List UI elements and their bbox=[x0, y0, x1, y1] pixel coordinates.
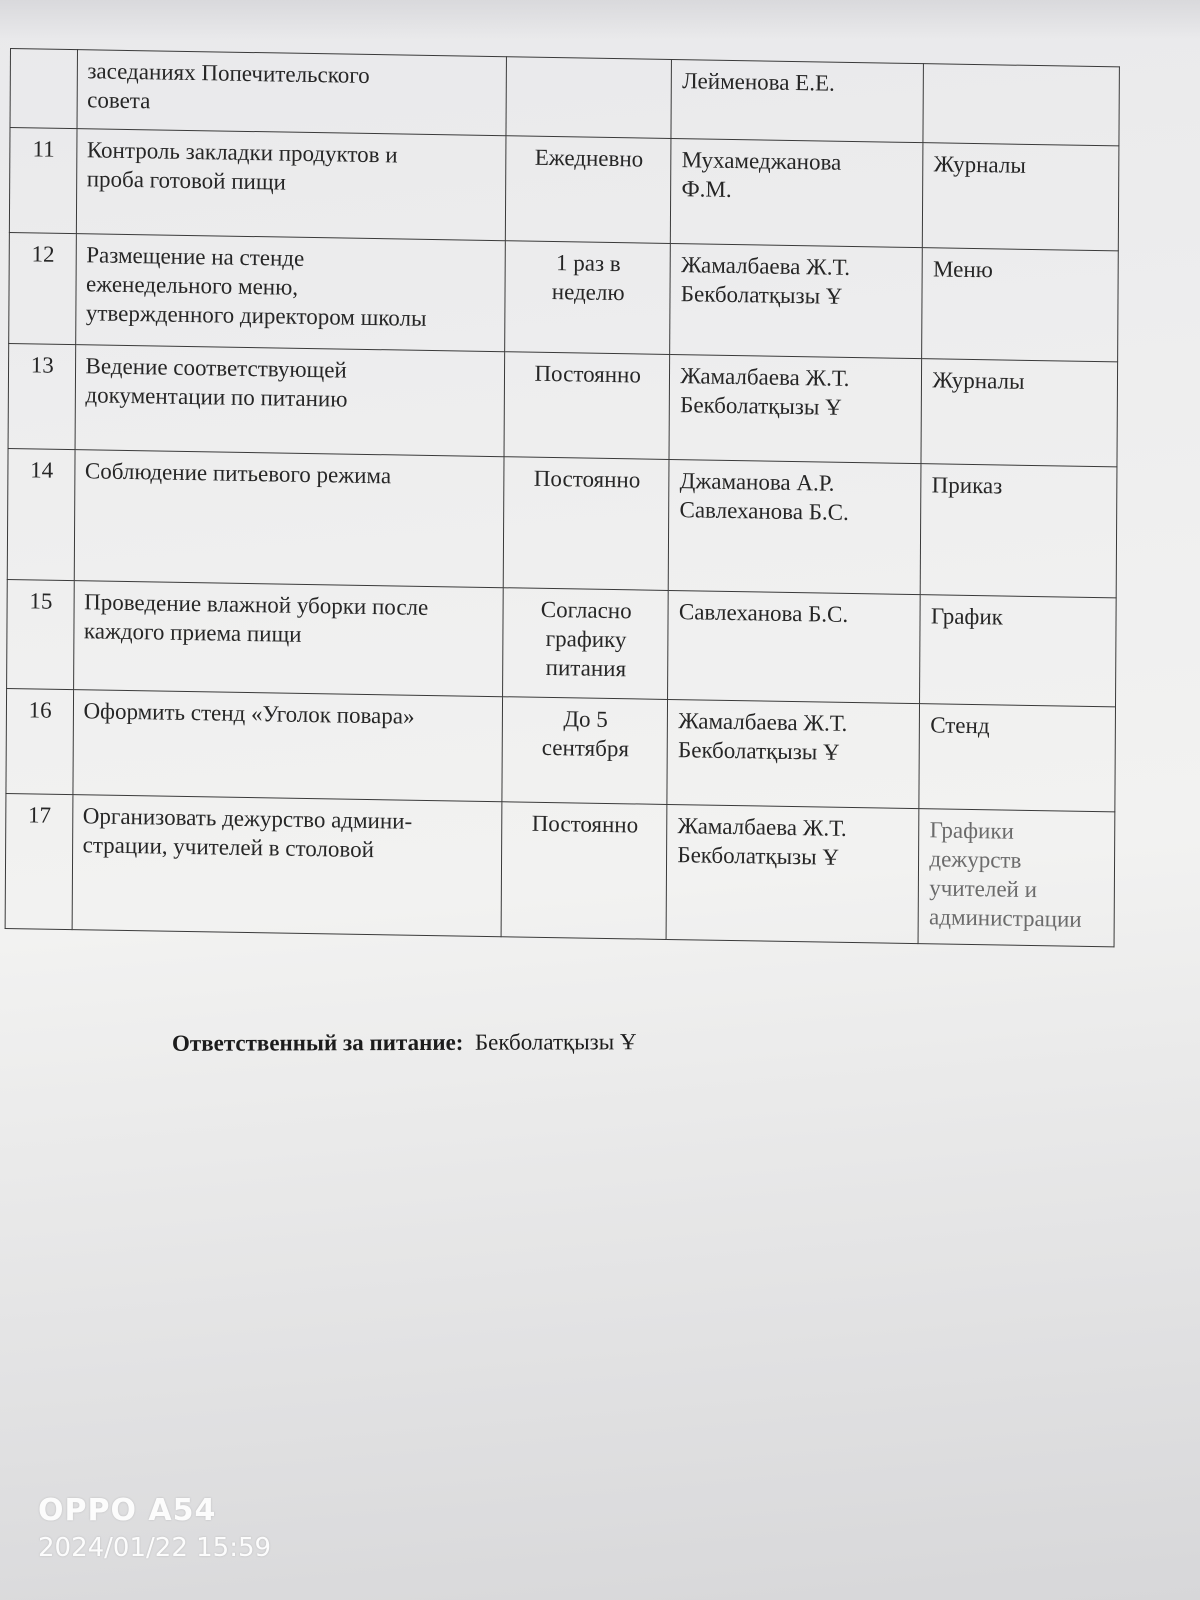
activity-cell bbox=[72, 690, 502, 802]
term-cell bbox=[506, 57, 672, 139]
activity-cell bbox=[75, 345, 505, 457]
responsible-cell-line: Бекболатқызы Ұ bbox=[680, 392, 842, 420]
activity-cell-line: Размещение на стенде bbox=[86, 242, 305, 271]
responsible-cell-line: Жамалбаева Ж.Т. bbox=[677, 813, 847, 841]
activity-cell-line: Проведение влажной уборки после bbox=[84, 589, 429, 620]
activity-cell bbox=[74, 450, 504, 588]
term-cell-line: неделю bbox=[551, 279, 625, 306]
responsible-cell bbox=[670, 243, 923, 358]
responsible-footer bbox=[172, 1029, 637, 1057]
row-number: 13 bbox=[8, 344, 75, 450]
form-cell bbox=[923, 143, 1119, 251]
camera-watermark bbox=[38, 1494, 271, 1566]
term-cell-line: Согласно bbox=[540, 596, 632, 624]
activity-cell-line: Ведение соответствующей bbox=[85, 353, 347, 383]
responsible-cell-line: Лейменова Е.Е. bbox=[682, 68, 835, 96]
activity-cell-line: каждого приема пищи bbox=[83, 618, 302, 647]
table-row bbox=[9, 128, 1119, 251]
responsible-cell bbox=[666, 804, 919, 943]
table-row bbox=[5, 793, 1115, 946]
term-cell-line: Постоянно bbox=[533, 465, 641, 493]
responsible-cell bbox=[668, 590, 921, 703]
responsible-cell bbox=[667, 699, 920, 808]
term-cell-line: графику bbox=[545, 625, 627, 653]
responsible-name: Бекболатқызы Ұ bbox=[474, 1029, 637, 1055]
form-cell-line: Приказ bbox=[931, 472, 1003, 499]
responsible-cell-line: Бекболатқызы Ұ bbox=[677, 737, 840, 765]
responsible-cell-line: Ф.М. bbox=[681, 176, 732, 202]
responsible-cell bbox=[669, 459, 922, 594]
table-row bbox=[6, 688, 1116, 811]
form-cell-line: Графики bbox=[929, 817, 1014, 844]
row-number: 17 bbox=[5, 793, 72, 929]
responsible-cell-line: Жамалбаева Ж.Т. bbox=[680, 363, 850, 391]
activity-cell-line: Оформить стенд «Уголок повара» bbox=[83, 698, 415, 729]
responsible-cell-line: Савлеханова Б.С. bbox=[678, 599, 849, 627]
responsible-cell-line: Жамалбаева Ж.Т. bbox=[678, 708, 848, 736]
term-cell bbox=[505, 136, 671, 244]
activity-cell-line: проба готовой пищи bbox=[86, 166, 286, 195]
row-number: 11 bbox=[9, 128, 76, 234]
activity-cell-line: заседаниях Попечительского bbox=[87, 58, 370, 88]
activity-cell-line: документации по питанию bbox=[85, 382, 348, 412]
activity-cell-line: Контроль закладки продуктов и bbox=[86, 137, 398, 168]
form-cell-line: Журналы bbox=[933, 151, 1026, 178]
responsible-cell-line: Бекболатқызы Ұ bbox=[680, 281, 843, 309]
activity-cell-line: совета bbox=[87, 87, 151, 114]
form-cell bbox=[923, 64, 1119, 146]
form-cell-line: дежурств bbox=[929, 846, 1022, 873]
form-cell bbox=[919, 704, 1115, 812]
term-cell bbox=[503, 457, 669, 591]
document-sheet bbox=[5, 48, 1130, 948]
responsible-label: Ответственный за питание: bbox=[171, 1029, 464, 1056]
activity-cell-line: Соблюдение питьевого режима bbox=[84, 458, 392, 489]
activity-plan-body bbox=[5, 49, 1119, 947]
form-cell-line: Меню bbox=[932, 256, 993, 283]
activity-plan-table bbox=[5, 48, 1120, 947]
activity-cell-line: Организовать дежурство админи- bbox=[82, 803, 413, 834]
activity-cell bbox=[72, 795, 502, 937]
activity-cell bbox=[77, 50, 507, 136]
term-cell-line: 1 раз в bbox=[555, 250, 621, 277]
form-cell bbox=[921, 359, 1117, 467]
responsible-cell bbox=[671, 138, 924, 247]
term-cell bbox=[502, 697, 668, 805]
form-cell bbox=[922, 248, 1118, 362]
term-cell-line: Ежедневно bbox=[534, 144, 644, 172]
term-cell-line: сентября bbox=[541, 734, 630, 762]
row-number: 12 bbox=[9, 233, 76, 345]
responsible-cell-line: Савлеханова Б.С. bbox=[679, 497, 849, 525]
activity-cell bbox=[73, 581, 503, 697]
responsible-cell-line: Джаманова А.Р. bbox=[679, 468, 835, 496]
responsible-cell bbox=[671, 59, 923, 142]
form-cell bbox=[921, 464, 1117, 598]
photo-datetime: 2024/01/22 15:59 bbox=[38, 1533, 272, 1563]
row-number: 16 bbox=[6, 688, 73, 794]
form-cell-line: учителей и bbox=[929, 875, 1038, 903]
row-number: 14 bbox=[7, 449, 74, 581]
form-cell bbox=[920, 595, 1116, 707]
term-cell-line: До 5 bbox=[563, 706, 608, 732]
term-cell-line: Постоянно bbox=[531, 810, 639, 838]
table-row bbox=[9, 233, 1119, 362]
activity-cell bbox=[75, 234, 505, 352]
form-cell-line: администрации bbox=[929, 904, 1082, 932]
responsible-cell-line: Жамалбаева Ж.Т. bbox=[680, 252, 851, 280]
form-cell-line: Стенд bbox=[930, 712, 990, 739]
activity-cell bbox=[76, 129, 506, 241]
term-cell bbox=[505, 241, 671, 355]
row-number bbox=[10, 49, 77, 129]
term-cell-line: питания bbox=[545, 654, 627, 682]
term-cell bbox=[504, 352, 670, 460]
form-cell-line: Журналы bbox=[932, 367, 1025, 394]
activity-cell-line: еженедельного меню, bbox=[86, 271, 299, 300]
term-cell bbox=[501, 802, 667, 940]
responsible-cell-line: Бекболатқызы Ұ bbox=[677, 842, 840, 870]
term-cell-line: Постоянно bbox=[534, 360, 641, 388]
form-cell-line: График bbox=[930, 603, 1003, 630]
form-cell bbox=[918, 809, 1114, 947]
table-row bbox=[8, 344, 1118, 467]
table-row bbox=[7, 579, 1117, 706]
page-top-shadow bbox=[0, 0, 1200, 40]
activity-cell-line: утвержденного директором школы bbox=[85, 300, 427, 331]
camera-model: OPPO A54 bbox=[38, 1493, 217, 1528]
table-row bbox=[7, 449, 1117, 598]
term-cell bbox=[503, 588, 669, 700]
activity-cell-line: страции, учителей в столовой bbox=[82, 832, 375, 863]
responsible-cell-line: Мухамеджанова bbox=[681, 147, 842, 175]
row-number: 15 bbox=[7, 579, 74, 689]
responsible-cell bbox=[669, 354, 922, 463]
